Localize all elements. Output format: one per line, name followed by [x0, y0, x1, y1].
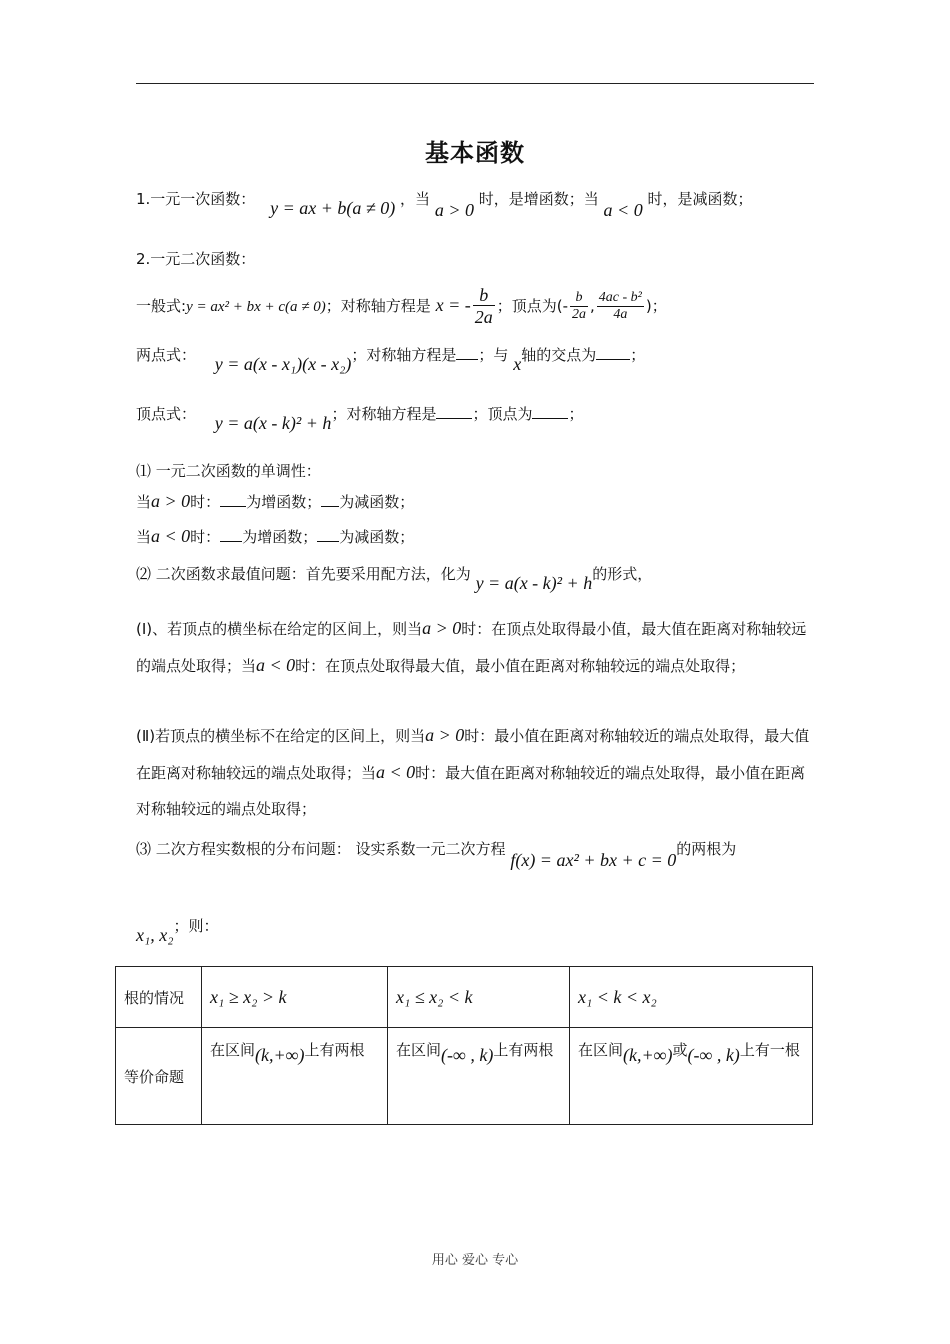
axis-fraction [473, 285, 495, 328]
general-form-line: 一般式:y = ax² + bx + c(a ≠ 0)；对称轴方程是 x = - $\frac{b}{2a}$ ；顶点为(- $\frac{b}{2a}$ , $\frac{\text{4ac - b²}}{4a}$ )； [136, 285, 667, 327]
interval: (-∞ , k) [687, 1045, 740, 1065]
page-footer: 用心 爱心 专心 [431, 1253, 519, 1268]
table-header-cell: 根的情况 [116, 967, 202, 1028]
text: 为减函数； [339, 493, 415, 511]
condition-positive: a > 0 [425, 725, 465, 745]
vertex-form-label: 顶点式： [136, 405, 197, 423]
text: 的两根为 [676, 840, 737, 858]
two-point-formula: y = a(x - x₁)(x - x₂) [214, 354, 352, 374]
condition-negative: a < 0 [151, 526, 191, 546]
blank [596, 345, 630, 360]
text: 当 [136, 528, 152, 546]
blank [220, 527, 242, 542]
table-cell [202, 1028, 388, 1125]
vertex-form-line [136, 403, 584, 433]
vertex-y-fraction [597, 290, 644, 323]
fraction-denominator: 2a [572, 307, 586, 322]
text: 上有两根 [493, 1041, 554, 1059]
table-cell [202, 967, 388, 1028]
monotonicity-negative [136, 526, 414, 547]
table-cell [388, 1028, 570, 1125]
text: ，当 [400, 190, 431, 208]
x-variable: x [513, 354, 522, 374]
table-cell [570, 1028, 813, 1125]
blank [456, 345, 478, 360]
text: 的形式， [592, 565, 653, 583]
condition-positive: a > 0 [151, 491, 191, 511]
text: ；顶点为 [472, 405, 533, 423]
text: (- [556, 297, 568, 315]
vertex-formula: y = a(x - k)² + h [214, 413, 332, 433]
table-row [116, 967, 813, 1028]
linear-formula: y = ax + b(a ≠ 0) [270, 198, 396, 218]
section-quadratic-label: 2.一元二次函数： [136, 250, 256, 268]
interval: (-∞ , k) [441, 1045, 494, 1065]
text: 上有一根 [739, 1041, 800, 1059]
fraction-numerator: 4ac - b² [598, 290, 642, 305]
text: 在区间 [578, 1041, 624, 1059]
text: 在区间 [210, 1041, 256, 1059]
condition-formula: x₁ ≤ x₂ < k [396, 986, 473, 1007]
condition-negative: a < 0 [376, 762, 416, 782]
text: )； [645, 297, 667, 315]
two-point-label: 两点式： [136, 346, 197, 364]
two-point-form-line [136, 344, 646, 374]
vertex-x-fraction [570, 290, 588, 323]
fraction-numerator: b [570, 290, 588, 307]
condition-positive: a > 0 [434, 200, 474, 220]
monotonicity-heading: ⑴ 一元二次函数的单调性： [136, 462, 321, 480]
text: (Ⅰ)、若顶点的横坐标在给定的区间上，则当 [136, 620, 423, 638]
monotonicity-positive [136, 491, 414, 512]
text: ；则： [173, 917, 219, 935]
section-label: 1.一元一次函数： [136, 190, 256, 208]
text: 时： [190, 493, 221, 511]
header-rule [136, 83, 814, 84]
text: ；对称轴方程是 [331, 405, 437, 423]
extremum-case-2 [136, 717, 816, 827]
text: 为减函数； [339, 528, 415, 546]
table-cell [570, 967, 813, 1028]
page-title: 基本函数 [425, 138, 525, 167]
quadratic-equation: f(x) = ax² + bx + c = 0 [510, 850, 677, 870]
text: 当 [136, 493, 152, 511]
condition-formula: x₁ < k < x₂ [578, 986, 657, 1007]
text: 时，是增函数；当 [478, 190, 599, 208]
general-form-label: 一般式: [136, 297, 187, 315]
section-linear-function [136, 188, 753, 220]
blank [220, 492, 246, 507]
fraction-numerator: b [473, 285, 495, 306]
blank [436, 404, 472, 419]
interval: (k,+∞) [255, 1045, 305, 1065]
blank [317, 527, 339, 542]
roots-line [136, 915, 219, 945]
text: 为增函数； [246, 493, 322, 511]
condition-negative: a < 0 [256, 655, 296, 675]
extremum-heading: ⑵ 二次函数求最值问题：首先要采用配方法，化为 [136, 565, 471, 583]
text: ； [568, 405, 584, 423]
text: 时：在顶点处取得最小值，最大值在距离对称轴较远的端点处取得；当 [136, 620, 807, 675]
vertex-formula: y = a(x - k)² + h [475, 573, 593, 593]
text: ；对称轴方程是 [325, 297, 431, 315]
distribution-heading: ⑶ 二次方程实数根的分布问题： 设实系数一元二次方程 [136, 840, 506, 858]
text: 为增函数； [242, 528, 318, 546]
fraction-denominator: 2a [474, 307, 493, 327]
blank [532, 404, 568, 419]
table-row [116, 1028, 813, 1125]
text: 在区间 [396, 1041, 442, 1059]
text: 或 [672, 1041, 688, 1059]
condition-formula: x₁ ≥ x₂ > k [210, 986, 287, 1007]
text: 时，是减函数； [647, 190, 753, 208]
interval: (k,+∞) [623, 1045, 673, 1065]
blank [321, 492, 339, 507]
fraction-denominator: 4a [613, 307, 628, 322]
text: 时：最小值在距离对称轴较近的端点处取得，最大值在距离对称轴较远的端点处取得；当 [136, 727, 810, 782]
table-cell [388, 967, 570, 1028]
text: ； [630, 346, 646, 364]
text: (Ⅱ)若顶点的横坐标不在给定的区间上，则当 [136, 727, 426, 745]
text: ；与 [478, 346, 509, 364]
text: 上有两根 [304, 1041, 365, 1059]
text: ；对称轴方程是 [351, 346, 457, 364]
general-formula: y = ax² + bx + c(a ≠ 0) [186, 299, 326, 315]
roots-variables: x₁, x₂ [136, 925, 174, 945]
text: 轴的交点为 [521, 346, 597, 364]
text: 时： [190, 528, 221, 546]
distribution-heading-line [136, 838, 737, 870]
root-distribution-table [115, 966, 813, 1125]
extremum-case-1 [136, 610, 816, 684]
axis-lhs: x = - [435, 295, 471, 315]
extremum-heading-line [136, 563, 653, 593]
condition-positive: a > 0 [422, 618, 462, 638]
text: 时：在顶点处取得最大值，最小值在距离对称轴较远的端点处取得； [295, 657, 746, 675]
table-header-cell: 等价命题 [116, 1028, 202, 1125]
condition-negative: a < 0 [603, 200, 643, 220]
text: ；顶点为 [496, 297, 557, 315]
text: 时：最大值在距离对称轴较近的端点处取得，最小值在距离对称轴较远的端点处取得； [136, 764, 806, 818]
